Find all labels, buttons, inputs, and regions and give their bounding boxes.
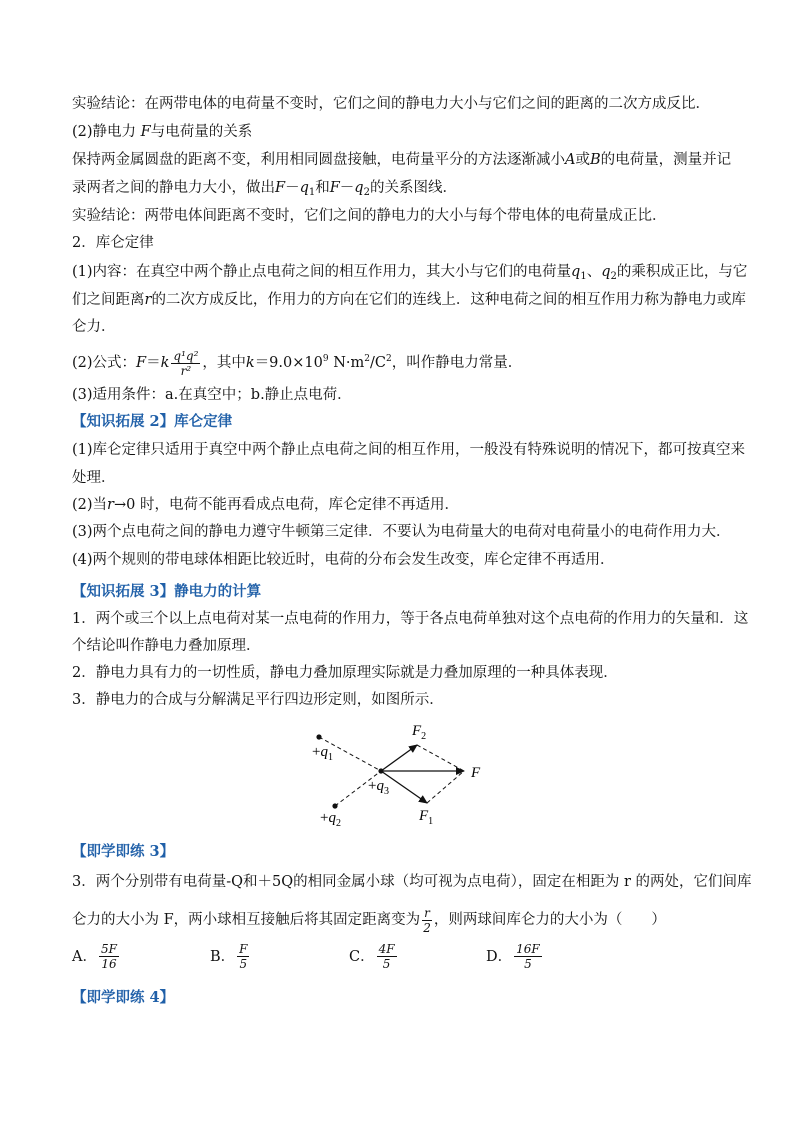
- distance-fraction: [422, 906, 432, 935]
- text-span: 3．静电力的合成与分解满足平行四边形定则，如图所示．: [72, 692, 444, 708]
- text-span: ，则两球间库仑力的大小为（ ）: [433, 912, 666, 928]
- subscript: 2: [363, 187, 370, 198]
- option-fraction: [237, 942, 249, 971]
- option-label: A．: [72, 948, 97, 965]
- text-span: 、: [586, 264, 602, 280]
- heading-knowledge-ext-3: [72, 582, 732, 602]
- variable-F: F: [136, 355, 147, 371]
- text-span: ，其中: [202, 355, 246, 371]
- text-span: 的乘积成正比，与它: [616, 264, 748, 280]
- fraction-numerator: F: [239, 942, 248, 956]
- variable-q: q: [571, 264, 581, 280]
- ext2-item3: [72, 522, 732, 542]
- text-span: →0 时，电荷不能再看成点电荷，库仑定律不再适用．: [113, 497, 459, 513]
- text-span: 的关系图线．: [369, 180, 457, 196]
- ext2-item4: [72, 550, 732, 570]
- dashed-line-F1-F: [427, 771, 464, 803]
- variable-q: q: [354, 180, 364, 196]
- text-span: 【即学即练 4】: [72, 989, 175, 1006]
- charge-q1-dot: [316, 734, 321, 739]
- text-span: －: [339, 180, 355, 196]
- text-span: 仑力．: [72, 319, 116, 335]
- subscript: 1: [308, 187, 316, 198]
- option-label: C．: [349, 948, 375, 965]
- variable-k: k: [160, 355, 170, 371]
- fraction-numerator: 5F: [100, 942, 117, 956]
- question-3-line2: [72, 904, 732, 936]
- section-force-vs-charge: [72, 122, 732, 142]
- fraction-denominator: r²: [180, 363, 192, 378]
- heading-knowledge-ext-2: [72, 412, 732, 432]
- ext3-item3: [72, 690, 732, 710]
- method-line-2: [72, 178, 732, 203]
- label-q2: $+q_2$: [320, 810, 341, 829]
- text-span: 实验结论：两带电体间距离不变时，它们之间的静电力的大小与每个带电体的电荷量成正比．: [72, 208, 667, 224]
- text-span: ，叫作静电力常量．: [391, 355, 523, 371]
- variable-F: F: [329, 180, 340, 196]
- subscript: 2: [610, 271, 617, 282]
- text-span: 2．静电力具有力的一切性质，静电力叠加原理实际就是力叠加原理的一种具体表现．: [72, 665, 618, 681]
- text-span: (3)两个点电荷之间的静电力遵守牛顿第三定律．不要认为电荷量大的电荷对电荷量小的电荷作用力大．: [72, 524, 731, 540]
- text-span: 和: [315, 180, 330, 196]
- fraction-denominator: 2: [423, 920, 431, 935]
- text-span: 1．两个或三个以上点电荷对某一点电荷的作用力，等于各点电荷单独对这个点电荷的作用力的矢量和．这: [72, 611, 749, 627]
- ext3-item2: [72, 663, 732, 683]
- ext3-item1-line2: [72, 636, 732, 656]
- ext2-item2: [72, 495, 732, 515]
- fraction-denominator: 16: [101, 957, 117, 971]
- text-span: 2．库仑定律: [72, 235, 154, 251]
- option-d[interactable]: [486, 942, 544, 971]
- variable-r: r: [144, 292, 152, 308]
- text-span: 或: [575, 152, 590, 168]
- text-span: 实验结论：在两带电体的电荷量不变时，它们之间的静电力大小与它们之间的距离的二次方成反比．: [72, 96, 710, 112]
- fraction-numerator: r: [424, 905, 430, 920]
- experiment-conclusion-distance: [72, 94, 732, 114]
- charge-q3-dot: [378, 768, 383, 773]
- text-span: (2)静电力: [72, 124, 141, 140]
- variable-r: r: [107, 497, 114, 513]
- fraction-denominator: 5: [239, 957, 248, 971]
- text-span: 3．两个分别带有电荷量-Q和＋5Q的相同金属小球（均可视为点电荷），固定在相距为 r 的两处，它们间库: [72, 874, 752, 890]
- ext2-item1-line2: [72, 468, 732, 488]
- fraction-numerator: 4F: [378, 942, 395, 956]
- option-b[interactable]: [210, 942, 251, 971]
- superscript: 2: [364, 354, 370, 364]
- option-fraction: [99, 942, 119, 971]
- text-span: 处理．: [72, 470, 116, 486]
- force-superposition-diagram: [300, 718, 500, 830]
- variable-q: q: [299, 180, 309, 196]
- fraction-numerator: q¹q²: [173, 348, 199, 363]
- text-span: 的二次方成反比，作用力的方向在它们的连线上．这种电荷之间的相互作用力称为静电力或库: [151, 292, 746, 308]
- ext2-item1-line1: [72, 440, 746, 460]
- variable-F: F: [275, 180, 286, 196]
- dashed-line-F2-F: [417, 745, 464, 771]
- text-span: 的电荷量，测量并记: [600, 152, 732, 168]
- text-span: (1)内容：在真空中两个静止点电荷之间的相互作用力，其大小与它们的电荷量: [72, 264, 572, 280]
- fraction-denominator: 5: [382, 957, 391, 971]
- variable-k: k: [245, 355, 255, 371]
- text-span: ＝9.0×10: [254, 355, 323, 371]
- option-a[interactable]: [72, 942, 121, 971]
- superscript: 2: [385, 354, 392, 364]
- option-label: D．: [486, 948, 513, 965]
- superscript: 9: [322, 354, 329, 364]
- text-span: 个结论叫作静电力叠加原理．: [72, 638, 261, 654]
- text-span: 们之间距离: [72, 292, 145, 308]
- text-span: ＝: [146, 355, 161, 371]
- label-q3: $+q_3$: [368, 778, 389, 797]
- answer-options: [72, 942, 732, 980]
- label-F: F: [471, 765, 481, 781]
- label-F2: $F_2$: [412, 723, 427, 742]
- option-fraction: [514, 942, 542, 971]
- label-F1: $F_1$: [419, 808, 434, 827]
- text-span: 录两者之间的静电力大小，做出: [72, 180, 275, 196]
- option-fraction: [377, 942, 397, 971]
- text-span: 仑力的大小为 F，两小球相互接触后将其固定距离变为: [72, 912, 421, 928]
- coulomb-content-2: [72, 290, 746, 310]
- label-q1: $+q_1$: [312, 744, 333, 763]
- coulomb-formula: [72, 345, 732, 378]
- variable-F: F: [140, 124, 151, 140]
- text-span: 与电荷量的关系: [150, 124, 253, 140]
- experiment-conclusion-charge: [72, 206, 732, 226]
- option-c[interactable]: [349, 942, 399, 971]
- text-span: 【知识拓展 3】静电力的计算: [72, 583, 262, 600]
- variable-B: B: [589, 152, 601, 168]
- text-span: 【即学即练 3】: [72, 843, 175, 860]
- option-label: B．: [210, 948, 236, 965]
- charge-q2-dot: [332, 803, 337, 808]
- vector-F2: [381, 745, 417, 771]
- method-line-1: [72, 150, 732, 170]
- question-3-line1: [72, 872, 752, 892]
- subscript: 1: [580, 271, 587, 282]
- heading-practice-4: [72, 988, 732, 1008]
- coulomb-content-1: [72, 262, 748, 287]
- variable-q: q: [601, 264, 611, 280]
- formula-fraction: [171, 349, 200, 378]
- text-span: 【知识拓展 2】库仑定律: [72, 413, 233, 430]
- fraction-denominator: 5: [524, 957, 532, 971]
- variable-A: A: [565, 152, 576, 168]
- section-coulomb-law: [72, 233, 732, 253]
- heading-practice-3: [72, 842, 732, 862]
- ext3-item1-line1: [72, 609, 749, 629]
- text-span: N·m: [328, 355, 365, 371]
- applicable-conditions: [72, 385, 732, 405]
- text-span: (3)适用条件：a.在真空中；b.静止点电荷．: [72, 387, 352, 403]
- text-span: (1)库仑定律只适用于真空中两个静止点电荷之间的相互作用，一般没有特殊说明的情况下，都可按真空来: [72, 442, 746, 458]
- fraction-numerator: 16F: [516, 942, 540, 956]
- text-span: (2)公式：: [72, 355, 137, 371]
- text-span: (2)当: [72, 497, 108, 513]
- text-span: －: [285, 180, 300, 196]
- coulomb-content-3: [72, 317, 732, 337]
- text-span: 保持两金属圆盘的距离不变，利用相同圆盘接触，电荷量平分的方法逐渐减小: [72, 152, 565, 168]
- text-span: (4)两个规则的带电球体相距比较近时，电荷的分布会发生改变，库仑定律不再适用．: [72, 552, 615, 568]
- text-span: /C: [369, 355, 386, 371]
